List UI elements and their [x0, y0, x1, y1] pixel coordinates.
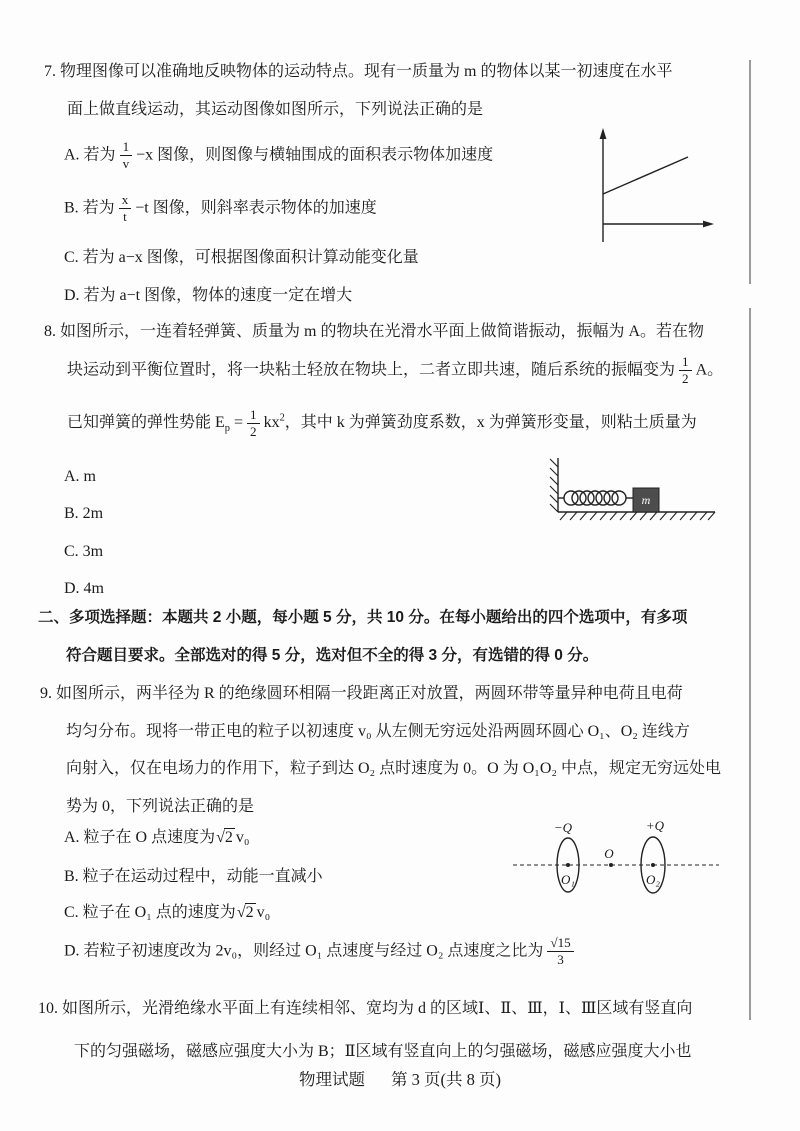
- ep-term: 已知弹簧的弹性势能 $E_p$ =: [67, 414, 244, 435]
- q7-option-b: B. 若为 $\frac{x}{t}$ −t 图像，则斜率表示物体的加速度: [64, 192, 377, 225]
- section2-header-line1: 二、多项选择题：本题共 2 小题，每小题 5 分，共 10 分。在每小题给出的四个选项中，有多项: [38, 609, 688, 626]
- graph-line: [603, 157, 688, 194]
- ground-hatching: [560, 512, 715, 520]
- q7-stem-line2: 面上做直线运动，其运动图像如图所示，下列说法正确的是: [67, 101, 484, 118]
- o1-point: [566, 863, 570, 867]
- q9-stem-line1: 9. 如图所示，两半径为 R 的绝缘圆环相隔一段距离正对放置，两圆环带等量异种电荷且电荷: [40, 685, 683, 702]
- spring-coil: [604, 491, 618, 505]
- q8-option-c: C. 3m: [64, 543, 104, 560]
- q9-stem-line2: 均匀分布。现将一带正电的粒子以初速度 v₀ 从左侧无穷远处沿两圆环圆心 O₁、O₂ 连线方: [66, 723, 690, 740]
- q7-option-d: D. 若为 a−t 图像，物体的速度一定在增大: [64, 287, 353, 304]
- spring-coil: [572, 491, 586, 505]
- right-charge-label: +Q: [645, 818, 665, 833]
- scan-artifact-line-bottom: [749, 308, 751, 1020]
- o2-point: [651, 863, 655, 867]
- o1-label: O₁: [561, 872, 575, 887]
- y-axis-arrow: [600, 128, 607, 139]
- kx2-term: $kx^2$，其中 k 为弹簧劲度系数，x 为弹簧形变量，则粘土质量为: [263, 413, 697, 432]
- scan-artifact-line-top: [749, 60, 751, 284]
- q9-stem-line4: 势为 0，下列说法正确的是: [66, 798, 255, 815]
- mass-block-label: m: [641, 493, 651, 507]
- q9-option-a: A. 粒子在 O 点速度为√2 v₀: [64, 829, 250, 846]
- q7-motion-graph: [593, 126, 723, 248]
- x-axis-arrow: [703, 221, 714, 228]
- fraction: $\frac{1}{v}$: [120, 140, 133, 171]
- q9-option-c: C. 粒子在 O₁ 点的速度为√2 v₀: [64, 904, 271, 921]
- q8-stem-line3: [67, 408, 697, 441]
- midpoint-label: O: [604, 846, 614, 861]
- q10-stem-line2: 下的匀强磁场，磁感应强度大小为 B；Ⅱ区域有竖直向上的匀强磁场，磁感应强度大小也: [74, 1043, 692, 1060]
- spring-coil: [580, 491, 594, 505]
- q7-option-a: A. 若为 $\frac{1}{v}$ −x 图像，则图像与横轴围成的面积表示物体加速度: [64, 139, 494, 172]
- q10-stem-line1: 10. 如图所示，光滑绝缘水平面上有连续相邻、宽均为 d 的区域Ⅰ、Ⅱ、Ⅲ，Ⅰ、Ⅲ区域有竖直向: [38, 1000, 693, 1017]
- o-point: [609, 863, 613, 867]
- spring-coil: [612, 491, 626, 505]
- q7-option-c: C. 若为 a−x 图像，可根据图像面积计算动能变化量: [64, 249, 419, 266]
- q8-option-b: B. 2m: [64, 505, 104, 522]
- spring-coil: [588, 491, 602, 505]
- q9-option-d: D. 若粒子初速度改为 2v₀，则经过 O₁ 点速度与经过 O₂ 点速度之比为 $\frac{√15}{3}$: [64, 936, 578, 967]
- q8-spring-block-diagram: [545, 455, 725, 525]
- q8-stem-line1: 8. 如图所示，一连着轻弹簧、质量为 m 的物块在光滑水平面上做简谐振动，振幅为 A。若在物: [44, 323, 705, 340]
- q7-stem-line1: 7. 物理图像可以准确地反映物体的运动特点。现有一质量为 m 的物体以某一初速度在水平: [44, 63, 673, 80]
- square-root: √2: [236, 904, 254, 921]
- q9-option-b: B. 粒子在运动过程中，动能一直减小: [64, 868, 323, 885]
- square-root: √15: [547, 936, 573, 952]
- fraction: $\frac{x}{t}$: [119, 193, 132, 224]
- footer-page-number: 第 3 页(共 8 页): [391, 1070, 501, 1089]
- footer-exam-title: 物理试题: [299, 1070, 365, 1089]
- fraction: $\frac{1}{2}$: [247, 408, 260, 439]
- q8-stem-line2: 块运动到平衡位置时，将一块粘土轻放在物块上，二者立即共速，随后系统的振幅变为 $\frac{1}{2}$ A。: [67, 354, 724, 387]
- page-footer: [0, 1066, 800, 1090]
- q8-option-d: D. 4m: [64, 580, 104, 597]
- q8-option-a: A. m: [64, 468, 96, 485]
- wall-hatching: [550, 459, 558, 512]
- q9-charged-rings-diagram: [505, 812, 733, 902]
- section2-header-line2: 符合题目要求。全部选对的得 5 分，选对但不全的得 3 分，有选错的得 0 分。: [66, 647, 599, 664]
- fraction: $\frac{√15}{3}$: [547, 936, 573, 967]
- spring-coil: [564, 491, 578, 505]
- o2-label: O₂: [646, 872, 660, 887]
- spring-coil: [596, 491, 610, 505]
- fraction: $\frac{1}{2}$: [679, 355, 692, 386]
- left-charge-label: −Q: [553, 820, 573, 835]
- q9-stem-line3: 向射入，仅在电场力的作用下，粒子到达 O₂ 点时速度为 0。O 为 O₁O₂ 中点，规定无穷远处电: [66, 760, 721, 777]
- square-root: √2: [216, 829, 233, 846]
